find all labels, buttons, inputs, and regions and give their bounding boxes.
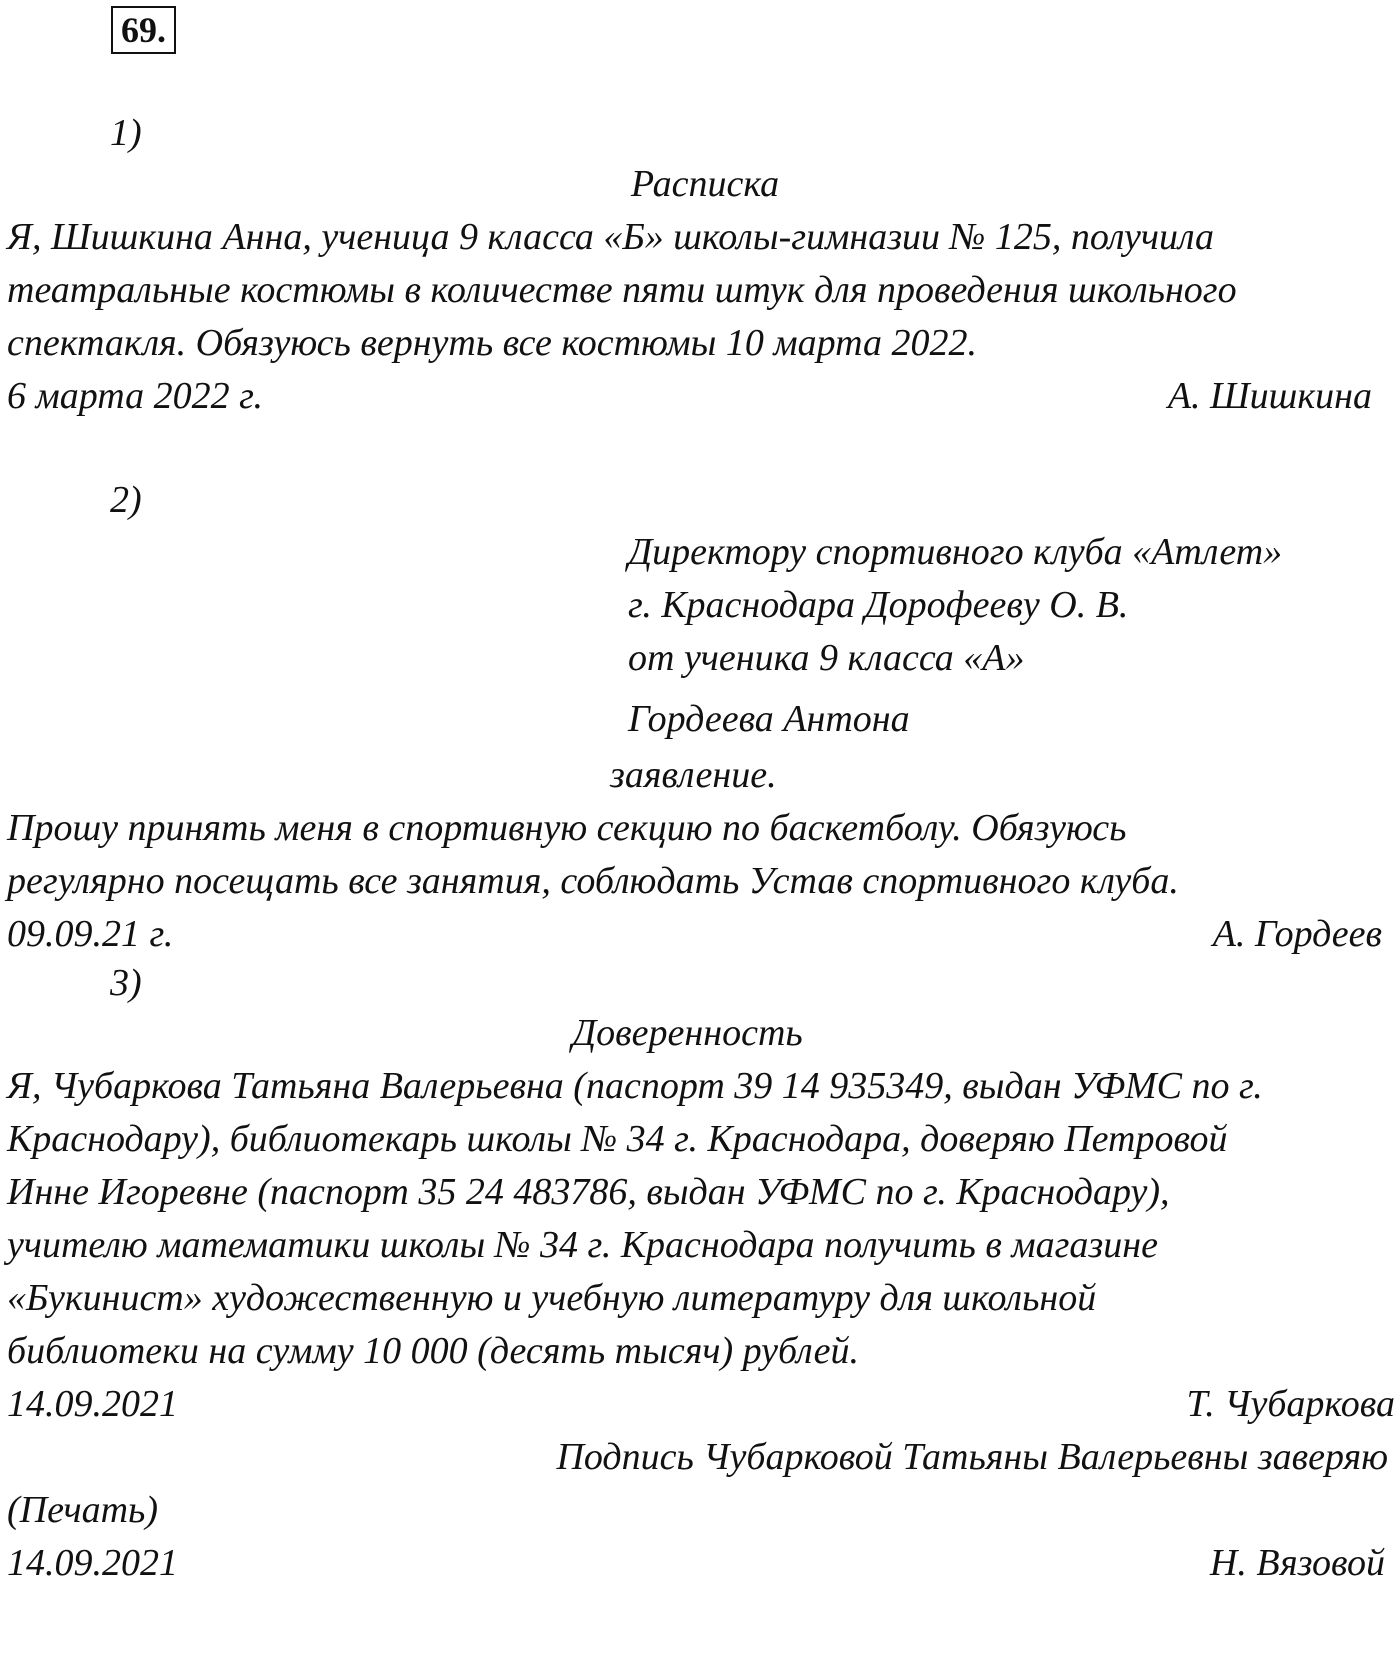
attorney-body-line: Краснодару), библиотекарь школы № 34 г. Краснодара, доверяю Петровой: [7, 1118, 1228, 1160]
attorney-body-line: Я, Чубаркова Татьяна Валерьевна (паспорт 39 14 935349, выдан УФМС по г.: [7, 1065, 1263, 1107]
application-body-line: Прошу принять меня в спортивную секцию по баскетболу. Обязуюсь: [7, 807, 1127, 849]
attorney-signature: Т. Чубаркова: [1186, 1383, 1395, 1425]
attorney-title: Доверенность: [572, 1012, 803, 1054]
attorney-body-line: «Букинист» художественную и учебную литературу для школьной: [7, 1277, 1097, 1319]
attorney-body-line: учителю математики школы № 34 г. Краснодара получить в магазине: [7, 1224, 1158, 1266]
attorney-stamp: (Печать): [7, 1489, 158, 1531]
receipt-body-line: Я, Шишкина Анна, ученица 9 класса «Б» школы-гимназии № 125, получила: [7, 216, 1215, 258]
attorney-cert-signature: Н. Вязовой: [1209, 1542, 1385, 1584]
application-date: 09.09.21 г.: [7, 913, 174, 955]
application-body-line: регулярно посещать все занятия, соблюдать Устав спортивного клуба.: [7, 860, 1179, 902]
application-header-line: г. Краснодара Дорофееву О. В.: [628, 584, 1129, 626]
receipt-title: Расписка: [630, 163, 780, 205]
attorney-body-line: библиотеки на сумму 10 000 (десять тысяч) рублей.: [7, 1330, 860, 1372]
attorney-body-line: Инне Игоревне (паспорт 35 24 483786, выдан УФМС по г. Краснодару),: [7, 1171, 1170, 1213]
application-signature: А. Гордеев: [1212, 913, 1382, 955]
receipt-body-line: спектакля. Обязуюсь вернуть все костюмы 10 марта 2022.: [7, 322, 978, 364]
attorney-certification: Подпись Чубарковой Татьяны Валерьевны заверяю: [556, 1436, 1388, 1478]
application-header-line: Директору спортивного клуба «Атлет»: [628, 531, 1283, 573]
application-title: заявление.: [610, 754, 777, 796]
task-number: 69.: [111, 6, 176, 54]
receipt-date: 6 марта 2022 г.: [7, 375, 263, 417]
attorney-label: 3): [110, 962, 142, 1004]
application-header-line: Гордеева Антона: [628, 698, 910, 740]
receipt-label: 1): [110, 112, 142, 154]
attorney-date: 14.09.2021: [7, 1383, 178, 1425]
receipt-body-line: театральные костюмы в количестве пяти штук для проведения школьного: [7, 269, 1237, 311]
application-label: 2): [110, 479, 142, 521]
receipt-signature: А. Шишкина: [1167, 375, 1372, 417]
attorney-cert-date: 14.09.2021: [7, 1542, 178, 1584]
application-header-line: от ученика 9 класса «А»: [628, 637, 1025, 679]
